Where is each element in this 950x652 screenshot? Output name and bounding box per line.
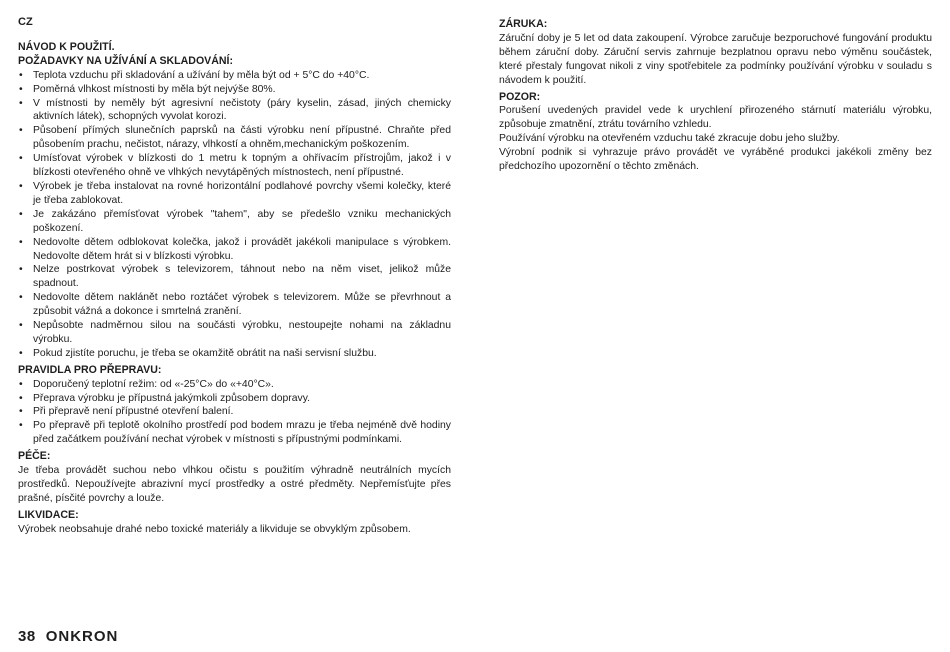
list-item: • Přeprava výrobku je přípustná jakýmkoli způsobem dopravy. [18, 392, 451, 406]
list-item: • Nedovolte dětem naklánět nebo roztáčet výrobek s televizorem. Může se převrhnout a způsobit vážná a dokonce i smrtelná zranění. [18, 291, 451, 319]
page-footer [18, 628, 118, 645]
section-transport [18, 364, 451, 447]
list-item: • Působení přímých slunečních paprsků na části výrobku není přípustné. Chraňte před působením prachu, nečistot, nárazy, vlhkostí a ohněm,mechanickým poškozením. [18, 124, 451, 152]
paragraph: Výrobek neobsahuje drahé nebo toxické materiály a likviduje se obvyklým způsobem. [18, 523, 411, 535]
section-disposal [18, 509, 451, 537]
brand-logo: ONKRON [45, 628, 119, 645]
right-column [499, 18, 932, 174]
section-attention [499, 91, 932, 174]
section-heading: PÉČE: [18, 450, 51, 463]
list-item: • Výrobek je třeba instalovat na rovné horizontální podlahové povrchy všemi kolečky, které je třeba zablokovat. [18, 180, 451, 208]
section-heading: POŽADAVKY NA UŽÍVÁNÍ A SKLADOVÁNÍ: [18, 54, 234, 67]
section-warranty [499, 18, 932, 88]
section-usage-storage [18, 55, 451, 361]
list-item: • Nedovolte dětem odblokovat kolečka, jakož i provádět jakékoli manipulace s výrobkem. Nedovolte dětem hrát si v blízkosti výrobku. [18, 236, 451, 264]
paragraph: Používání výrobku na otevřeném vzduchu také zkracuje dobu jeho služby. [499, 133, 840, 145]
list-item: • Při přepravě není přípustné otevření balení. [18, 405, 451, 419]
list-item: • Nepůsobte nadměrnou silou na součásti výrobku, nestoupejte nohami na základnu výrobku. [18, 319, 451, 347]
section-heading: PRAVIDLA PRO PŘEPRAVU: [18, 363, 162, 376]
manual-title: NÁVOD K POUŽITÍ. [18, 40, 115, 53]
paragraph: Porušení uvedených pravidel vede k urychlení přirozeného stárnutí materiálu výrobku, způsobuje zmatnění, ztrátu továrního vzhledu. [499, 105, 932, 131]
section-heading: ZÁRUKA: [499, 18, 548, 30]
paragraph: Záruční doby je 5 let od data zakoupení. Výrobce zaručuje bezporuchové fungování produktu během záruční doby. Záruční servis zahrnuje bezplatnou opravu nebo výměnu součástek, které přestaly fungovat nikoli z viny spotřebitele za podmínky používání výrobku v souladu s návodem k použití. [499, 32, 932, 86]
list-item: • Teplota vzduchu při skladování a užívání by měla být od + 5°C do +40°C. [18, 69, 451, 83]
list-item: • Doporučený teplotní režim: od «-25°C» do «+40°C». [18, 378, 451, 392]
list-item: • V místnosti by neměly být agresivní nečistoty (páry kyselin, zásad, jiných chemicky aktivních látek), schopných vyvolat korozi. [18, 97, 451, 125]
section-heading: LIKVIDACE: [18, 508, 79, 521]
page-number: 38 [18, 628, 36, 645]
section-heading: POZOR: [499, 90, 541, 103]
list-item: • Umísťovat výrobek v blízkosti do 1 metru k topným a ohřívacím přístrojům, jakož i v blízkosti otevřeného ohně ve vlhkých nevytápěných místnostech, není přípustné. [18, 152, 451, 180]
paragraph: Výrobní podnik si vyhrazuje právo provádět ve vyráběné produkci jakékoli změny bez předchozího upozornění o těchto změnách. [499, 147, 932, 173]
bullet-list [18, 378, 451, 448]
language-code: CZ [18, 16, 33, 28]
list-item: • Nelze postrkovat výrobek s televizorem, táhnout nebo na něm viset, jelikož může spadnout. [18, 263, 451, 291]
bullet-list [18, 69, 451, 361]
section-care [18, 450, 451, 506]
list-item: • Po přepravě při teplotě okolního prostředí pod bodem mrazu je třeba nejméně dvě hodiny před začátkem používání nechat výrobek v místnosti s přípustnými podmínkami. [18, 419, 451, 447]
list-item: • Poměrná vlhkost místnosti by měla být nejvýše 80%. [18, 83, 451, 97]
list-item: • Je zakázáno přemísťovat výrobek "tahem", aby se předešlo vzniku mechanických poškození. [18, 208, 451, 236]
list-item: • Pokud zjistíte poruchu, je třeba se okamžitě obrátit na naši servisní službu. [18, 347, 451, 361]
paragraph: Je třeba provádět suchou nebo vlhkou očistu s použitím výhradně neutrálních mycích prostředků. Nepoužívejte abrazivní mycí prostředky a ostré předměty. Nepřemísťujte přes prašné, písčité povrchy a louže. [18, 465, 451, 504]
left-column [18, 16, 451, 537]
